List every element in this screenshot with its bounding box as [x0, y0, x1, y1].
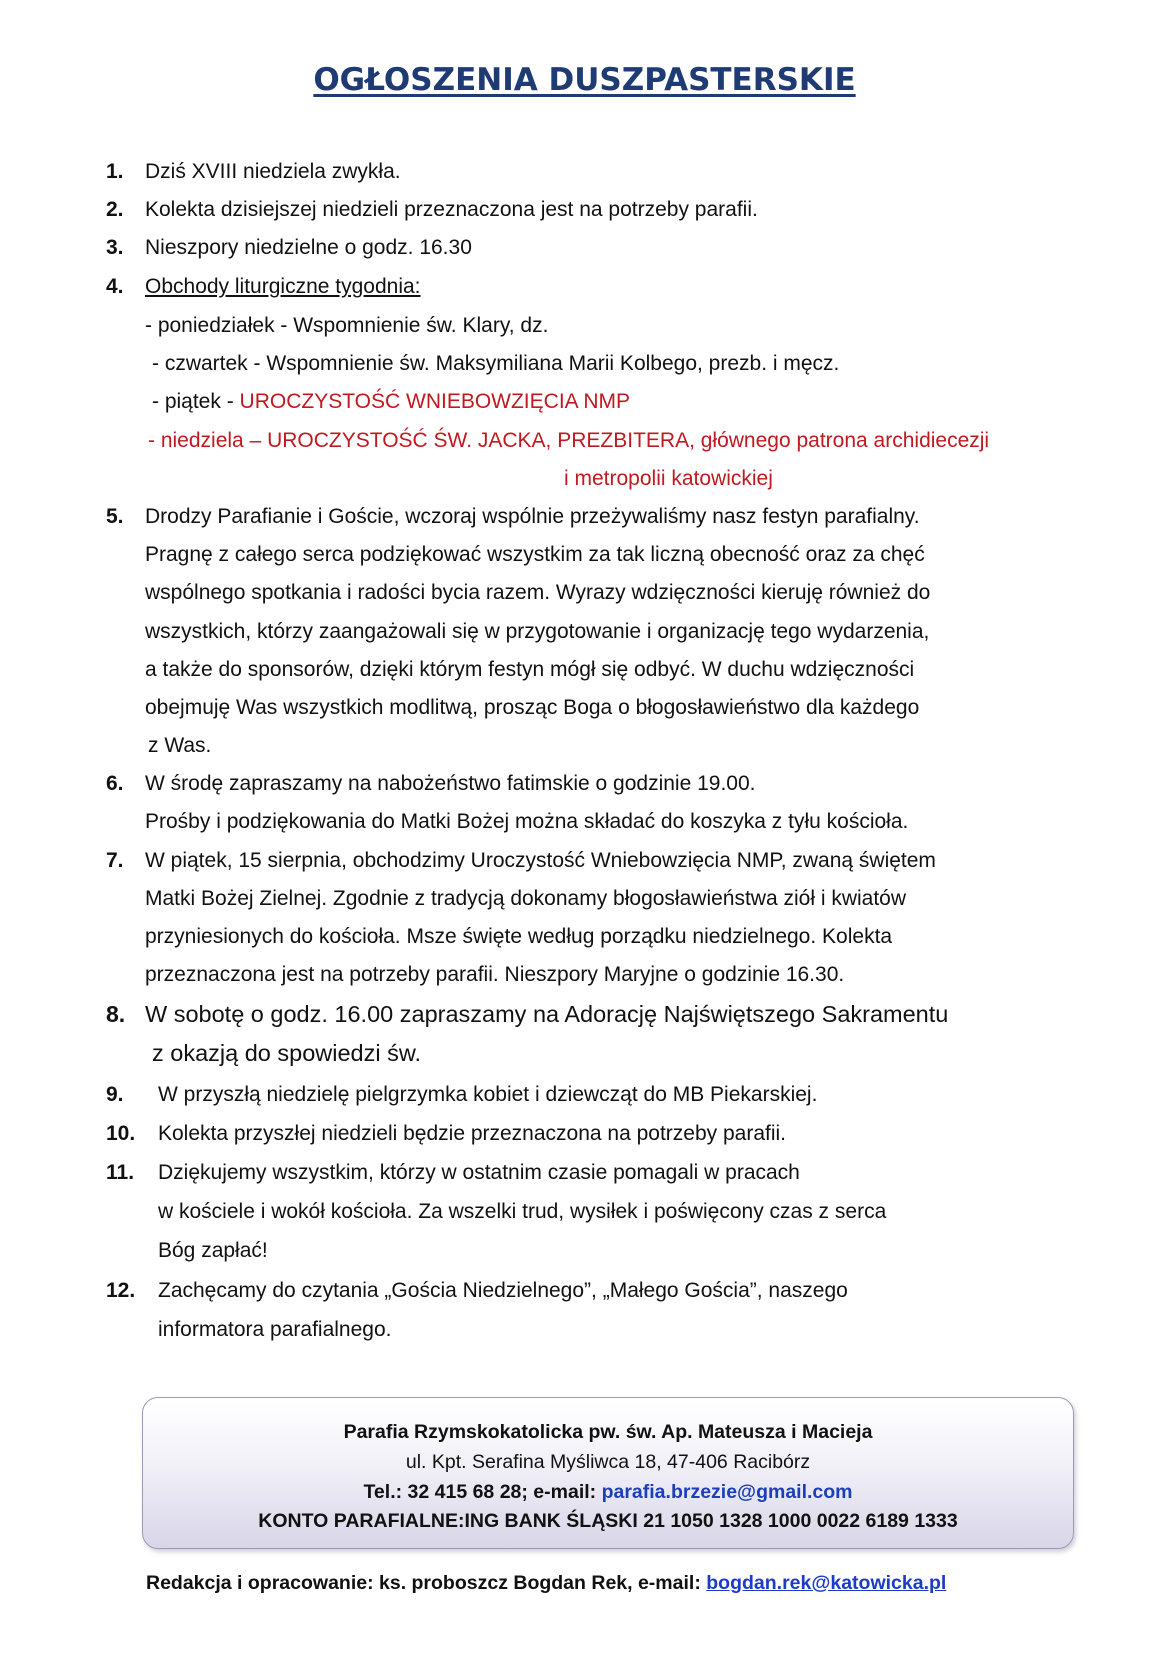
item-text: przeznaczona jest na potrzeby parafii. Nieszpory Maryjne o godzinie 16.30. [145, 963, 845, 986]
item-text: Kolekta dzisiejszej niedzieli przeznaczona jest na potrzeby parafii. [145, 198, 758, 221]
item-text: W sobotę o godz. 16.00 zapraszamy na Adorację Najświętszego Sakramentu [145, 1001, 949, 1027]
item-number: 4. [106, 275, 124, 298]
item-text: Pragnę z całego serca podziękować wszystkim za tak liczną obecność oraz za chęć [145, 543, 925, 566]
item-text: Prośby i podziękowania do Matki Bożej można składać do koszyka z tyłu kościoła. [145, 810, 909, 833]
parish-phone: Tel.: 32 415 68 28; e-mail: [363, 1481, 602, 1503]
editorial-credit [146, 1572, 946, 1595]
item-text: przyniesionych do kościoła. Msze święte według porządku niedzielnego. Kolekta [145, 925, 893, 948]
liturgy-sunday: - niedziela – UROCZYSTOŚĆ ŚW. JACKA, PREZBITERA, głównego patrona archidiecezji [148, 429, 990, 452]
liturgy-thursday: - czwartek - Wspomnienie św. Maksymiliana Marii Kolbego, prezb. i męcz. [152, 352, 840, 375]
parish-info-box [142, 1397, 1074, 1549]
item-number: 1. [106, 160, 124, 183]
liturgy-friday [152, 389, 630, 415]
parish-name: Parafia Rzymskokatolicka pw. św. Ap. Mateusza i Macieja [343, 1421, 873, 1443]
item-number: 12. [106, 1279, 136, 1302]
credit-email-link[interactable]: bogdan.rek@katowicka.pl [706, 1572, 947, 1594]
item-text: z Was. [148, 734, 212, 757]
item-number: 10. [106, 1122, 136, 1145]
item-text: obejmuję Was wszystkich modlitwą, prosząc Boga o błogosławieństwo dla każdego [145, 696, 920, 719]
credit-label: Redakcja i opracowanie: ks. proboszcz Bogdan Rek, e-mail: [146, 1572, 707, 1594]
liturgy-friday-feast: UROCZYSTOŚĆ WNIEBOWZIĘCIA NMP [239, 390, 630, 413]
item-text: a także do sponsorów, dzięki którym festyn mógł się odbyć. W duchu wdzięczności [145, 658, 915, 681]
item-text: w kościele i wokół kościoła. Za wszelki trud, wysiłek i poświęcony czas z serca [158, 1200, 887, 1223]
item-text: Drodzy Parafianie i Goście, wczoraj wspólnie przeżywaliśmy nasz festyn parafialny. [145, 505, 920, 528]
parish-contact [143, 1480, 1073, 1504]
item-number: 11. [106, 1161, 135, 1184]
item-number: 7. [106, 849, 124, 872]
item-text: Nieszpory niedzielne o godz. 16.30 [145, 236, 472, 259]
item-text: W piątek, 15 sierpnia, obchodzimy Uroczystość Wniebowzięcia NMP, zwaną świętem [145, 849, 936, 872]
item-text: Bóg zapłać! [158, 1239, 268, 1262]
item-text: Dziś XVIII niedziela zwykła. [145, 160, 401, 183]
item-number: 8. [106, 1001, 126, 1027]
liturgy-monday: - poniedziałek - Wspomnienie św. Klary, dz. [145, 314, 549, 337]
item-text: Zachęcamy do czytania „Gościa Niedzielnego”, „Małego Gościa”, naszego [158, 1279, 848, 1302]
parish-address: ul. Kpt. Serafina Myśliwca 18, 47-406 Racibórz [405, 1451, 811, 1473]
item-text: Matki Bożej Zielnej. Zgodnie z tradycją dokonamy błogosławieństwa ziół i kwiatów [145, 887, 907, 910]
item-text: informatora parafialnego. [158, 1318, 392, 1341]
item-text: z okazją do spowiedzi św. [152, 1040, 422, 1066]
item-text: wspólnego spotkania i radości bycia razem. Wyrazy wdzięczności kieruję również do [145, 581, 931, 604]
item-number: 2. [106, 198, 124, 221]
item-text: wszystkich, którzy zaangażowali się w przygotowanie i organizację tego wydarzenia, [145, 620, 930, 643]
liturgy-friday-label: - piątek - [152, 390, 240, 413]
liturgy-sunday-cont: i metropolii katowickiej [564, 467, 773, 490]
item-text: Dziękujemy wszystkim, którzy w ostatnim czasie pomagali w pracach [158, 1161, 800, 1184]
item-text: W środę zapraszamy na nabożeństwo fatimskie o godzinie 19.00. [145, 772, 756, 795]
parish-bank-account: KONTO PARAFIALNE:ING BANK ŚLĄSKI 21 1050 1328 1000 0022 6189 1333 [258, 1510, 958, 1532]
liturgy-heading: Obchody liturgiczne tygodnia: [145, 275, 421, 298]
parish-email-link[interactable]: parafia.brzezie@gmail.com [601, 1481, 853, 1503]
item-text: Kolekta przyszłej niedzieli będzie przeznaczona na potrzeby parafii. [158, 1122, 787, 1145]
item-number: 6. [106, 772, 124, 795]
item-number: 3. [106, 236, 124, 259]
item-text: W przyszłą niedzielę pielgrzymka kobiet i dziewcząt do MB Piekarskiej. [158, 1083, 818, 1106]
page-title: OGŁOSZENIA DUSZPASTERSKIE [313, 62, 856, 98]
item-number: 5. [106, 505, 124, 528]
item-number: 9. [106, 1083, 124, 1106]
